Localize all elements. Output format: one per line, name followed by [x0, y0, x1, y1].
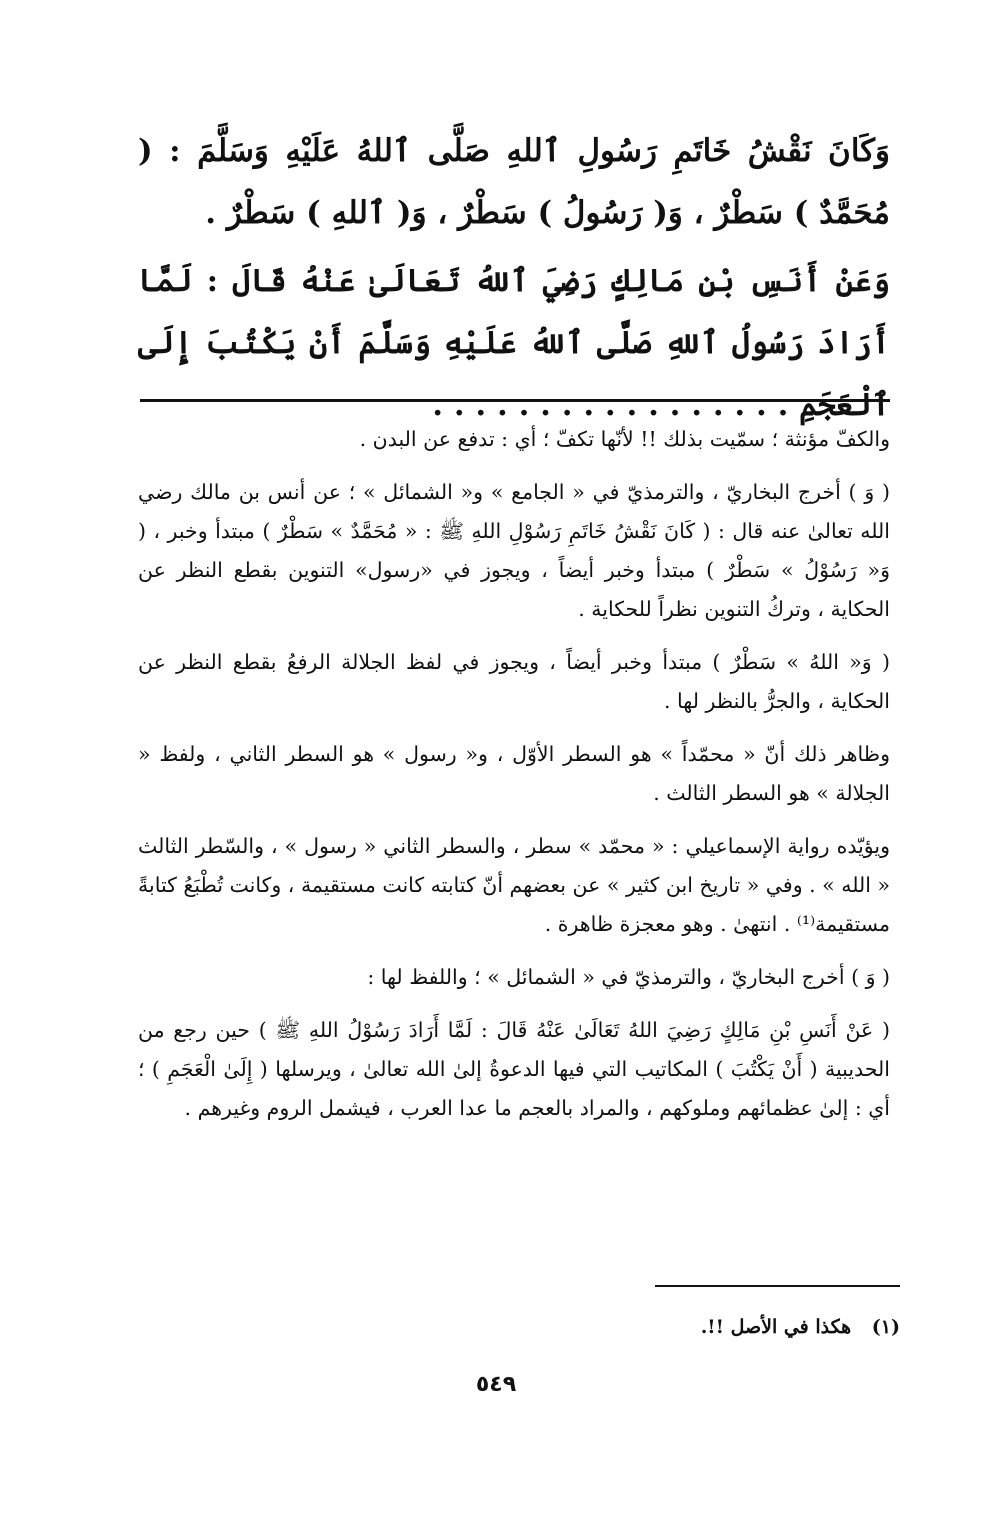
footnote-text: هكذا في الأصل !!. — [700, 1316, 852, 1338]
hadith-separator-line — [140, 399, 890, 402]
commentary-paragraph: ( وَ« اللهُ » سَطْرٌ ) مبتدأ وخبر أيضاً ، ويجوز في لفظ الجلالة الرفعُ بقطع النظر عن الحكاية ، والجرُّ بالنظر لها . — [138, 650, 890, 713]
commentary-text — [138, 420, 890, 1142]
footnote-separator-line — [655, 1285, 900, 1287]
commentary-paragraph: ( وَ ) أخرج البخاريّ ، والترمذيّ في « الشمائل » ؛ واللفظ لها : — [367, 965, 890, 989]
commentary-paragraph: ويؤيّده رواية الإسماعيلي : « محمّد » سطر ، والسطر الثاني « رسول » ، والسّطر الثالث « الله » . وفي « تاريخ ابن كثير » عن بعضهم أنّ كتابته كانت مستقيمة ، وكانت تُطْبَعُ كتابةً مستقيمة⁽¹⁾ . انتهىٰ . وهو معجزة ظاهرة . — [138, 834, 890, 936]
commentary-paragraph: ( وَ ) أخرج البخاريّ ، والترمذيّ في « الجامع » و« الشمائل » ؛ عن أنس بن مالك رضي الله تعالىٰ عنه قال : ( كَانَ نَقْشُ خَاتَمِ رَسُوْلِ اللهِ ﷺ : « مُحَمَّدٌ » سَطْرٌ ) مبتدأ وخبر ، ( وَ« رَسُوْلُ » سَطْرٌ ) مبتدأ وخبر أيضاً ، ويجوز في «رسول» التنوين بقطع النظر عن الحكاية ، وتركُ التنوين نظراً للحكاية . — [138, 480, 890, 621]
commentary-paragraph: والكفّ مؤنثة ؛ سمّيت بذلك !! لأنّها تكفّ ؛ أي : تدفع عن البدن . — [359, 427, 890, 451]
commentary-paragraph: وظاهر ذلك أنّ « محمّداً » هو السطر الأوّل ، و« رسول » هو السطر الثاني ، ولفظ « الجلالة » هو السطر الثالث . — [138, 742, 890, 805]
footnote — [701, 1316, 900, 1338]
hadith-text — [138, 120, 890, 442]
page-number: ٥٤٩ — [475, 1372, 517, 1397]
footnote-number: (١) — [871, 1316, 900, 1338]
hadith-paragraph-anas: وَعَنْ أَنَسِ بْنِ مَالِكٍ رَضِيَ ٱللهُ تَعَالَىٰ عَنْهُ قَالَ : لَمَّا أَرَادَ رَسُولُ ٱللهِ صَلَّى ٱللهُ عَلَيْهِ وَسَلَّمَ أَنْ يَكْتُبَ إِلَى ٱلْعَجَمِ . . . . . . . . . . . . . . . . . — [138, 263, 890, 423]
commentary-paragraph: ( عَنْ أَنَسِ بْنِ مَالِكٍ رَضِيَ اللهُ تَعَالَىٰ عَنْهُ قَالَ : لَمَّا أَرَادَ رَسُوْلُ اللهِ ﷺ ) حين رجع من الحديبية ( أَنْ يَكْتُبَ ) المكاتيب التي فيها الدعوةُ إلىٰ الله تعالىٰ ، ويرسلها ( إِلَىٰ الْعَجَمِ ) ؛ أي : إلىٰ عظمائهم وملوكهم ، والمراد بالعجم ما عدا العرب ، فيشمل الروم وغيرهم . — [138, 1018, 890, 1120]
hadith-paragraph-seal: وَكَانَ نَقْشُ خَاتَمِ رَسُولِ ٱللهِ صَلَّى ٱللهُ عَلَيْهِ وَسَلَّمَ : ( مُحَمَّدٌ ) سَطْرٌ ، وَ( رَسُولُ ) سَطْرٌ ، وَ( ٱللهِ ) سَطْرٌ . — [138, 133, 890, 231]
